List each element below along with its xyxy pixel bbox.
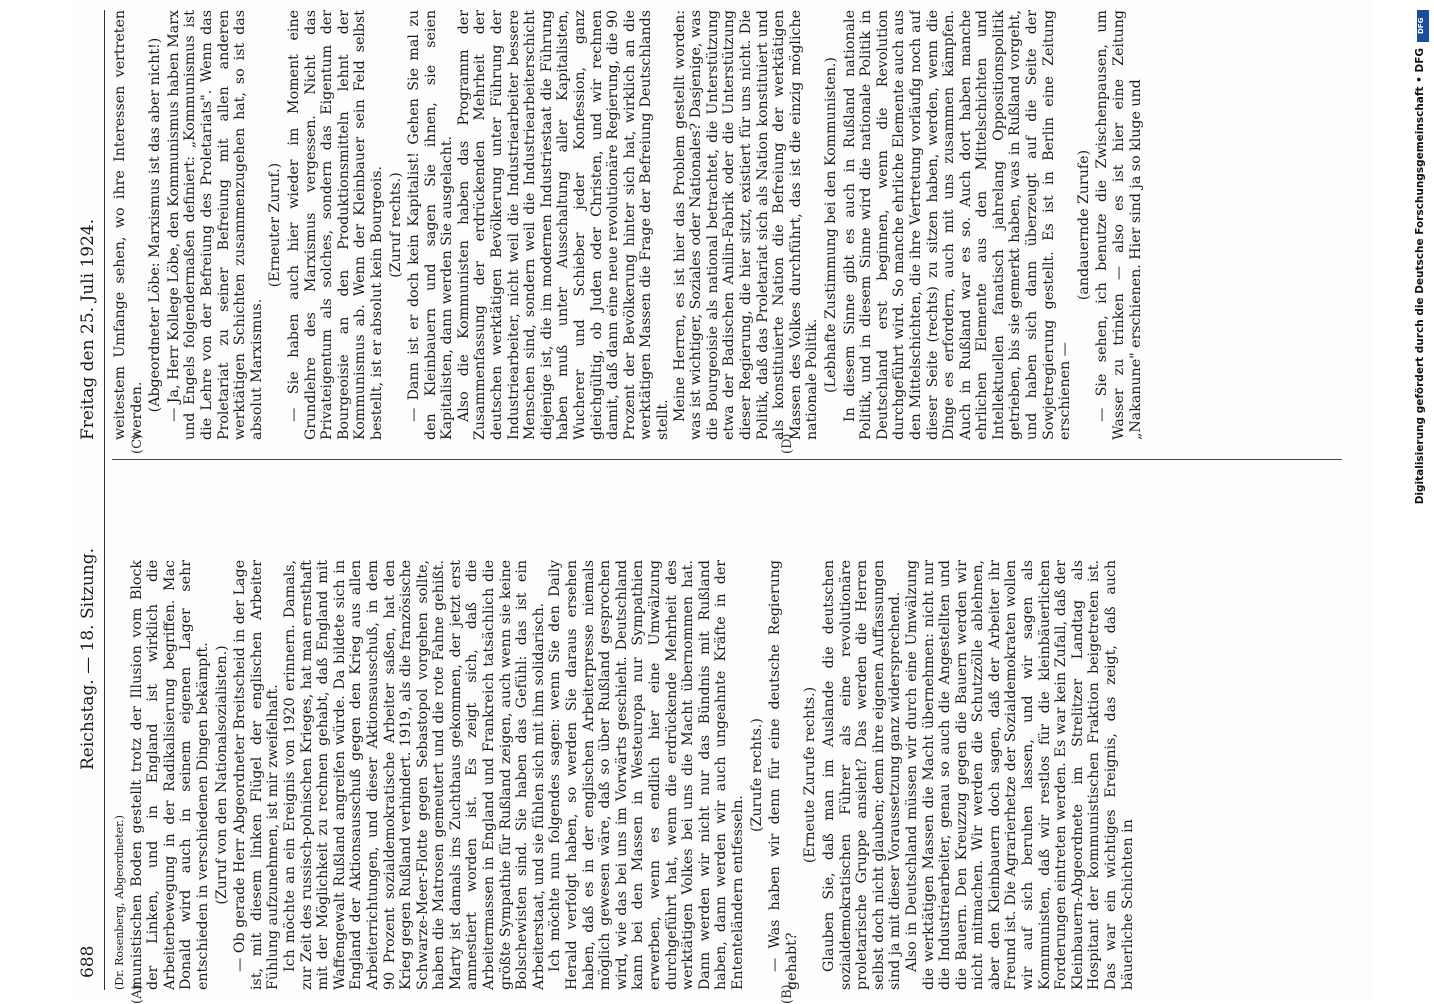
paragraph: — Sie haben auch hier wieder im Moment eine Grundlehre des Marxismus vergessen. Nicht das Privateigentum als solches, sondern das Eigentum der Bourgeoisie an den Produktionsmitteln lehnt der Kommunismus ab. Wenn der Kleinbauer sein Feld selbst bestellt, ist er absolut kein Bourgeois.: [285, 10, 385, 440]
interjection: (Zurufe rechts.): [748, 718, 765, 832]
page-header: [78, 0, 104, 1000]
paragraph: weitestem Umfange sehen, wo ihre Interessen vertreten werden.: [112, 10, 145, 440]
paragraph: Ich möchte an ein Ereignis von 1920 erinnern. Damals, zur Zeit des russisch-polnischen Krieges, hat man ernsthaft mit der Möglichkeit zu rechnen gehabt, daß England mit Waffengewalt Rußland angreifen würde. Da bildete sich in England der Aktionsausschuß gegen den Krieg aus allen Arbeiterrichtungen, und dieser Aktionsausschuß, in dem 90 Prozent sozialdemokratische Arbeiter saßen, hat den Krieg gegen Rußland verhindert. 1919, als die französische Schwarze-Meer-Flotte gegen Sebastopol vorgehen sollte, haben die Matrosen gemeutert und die rote Fahne gehißt. Marty ist damals ins Zuchthaus gekommen, der jetzt erst amnestiert worden ist. Es zeigt sich, daß die Arbeitermassen in England und Frankreich tatsächlich die größte Sympathie für Rußland zeigen, auch wenn sie keine Bolschewisten sind. Sie haben das Gefühl: das ist ein Arbeiterstaat, und sie fühlen sich mit ihm solidarisch.: [281, 560, 547, 990]
paragraph: — Sie sehen, ich benutze die Zwischenpausen, um Wasser zu trinken — also es ist hier eine Zeitung „Nakanune" erschienen. Hier sind ja so kluge und: [1094, 10, 1144, 440]
rotated-document-page: [72, 0, 1372, 1004]
margin-mark-a: (A): [130, 984, 145, 1004]
paragraph: Glauben Sie, daß man im Auslande die deutschen sozialdemokratischen Führer als eine revolutionäre proletarische Gruppe ansieht? Das werden die Herren selbst doch nicht glauben; denn ihre eigenen Auffassungen sind ja mit dieser Voraussetzung ganz widersprechend.: [820, 560, 904, 990]
paragraph: Also die Kommunisten haben das Programm der Zusammenfassung der erdrückenden Mehrheit der deutschen werktätigen Bevölkerung unter Führung der Industriearbeiter, nicht weil die Industriearbeiter bessere Menschen sind, sondern weil die Industriearbeiterschicht diejenige ist, die im modernen Industriestaat die Führung haben muß unter Ausschaltung aller Kapitalisten, Wucherer und Schieber jeder Konfession, ganz gleichgültig, ob Juden oder Christen, und wir rechnen damit, daß dann eine neue revolutionäre Regierung, die 90 Prozent der Bevölkerung hinter sich hat, wirklich an die werktätigen Massen die Frage der Befreiung Deutschlands stellt.: [455, 10, 671, 440]
dfg-logo: DFG: [1417, 10, 1429, 42]
interjection: (Lebhafte Zustimmung bei den Kommunisten.): [822, 57, 839, 393]
margin-mark-c: (C): [130, 433, 145, 454]
paragraph: — Was haben wir denn für eine deutsche Regierung gehabt?: [767, 560, 800, 990]
page-number: 688: [78, 945, 98, 978]
left-column: [112, 560, 1368, 990]
paragraph: — Ob gerade Herr Abgeordneter Breitscheid in der Lage ist, mit diesem linken Flügel der englischen Arbeiter Fühlung aufzunehmen, ist mir zweifelhaft.: [232, 560, 282, 990]
paragraph: In diesem Sinne gibt es auch in Rußland nationale Politik, und in diesem Sinne wird die nationale Politik in Deutschland erst beginnen, wenn die Revolution durchgeführt wird. So manche ehrliche Elemente auch aus den Mittelschichten, die ihre Vertretung vorläufig noch auf dieser Seite (rechts) zu sitzen haben, werden, wenn die Dinge es erfordern, auch mit uns zusammen kämpfen. Auch in Rußland war es so. Auch dort haben manche ehrlichen Elemente aus den Mittelschichten und Intellektuellen fanatisch jahrelang Oppositionspolitik getrieben, bis sie gemerkt haben, was in Rußland vorgeht, und haben sich dann überzeugt auf die Seite der Sowjetregierung gestellt. Es ist in Berlin eine Zeitung erschienen —: [841, 10, 1074, 440]
dfg-credit-strip: [1416, 8, 1430, 1002]
paragraph: Meine Herren, es ist hier das Problem gestellt worden: was ist wichtiger, Soziales oder Nationales? Dasjenige, was die Bourgeoisie als national betrachtet, die Unterstützung etwa der Badischen Anilin-Fabrik oder die Unterstützung dieser Regierung, die hier sitzt, existiert für uns nicht. Die Politik, daß das Proletariat sich als Nation konstituiert und als konstituierte Nation die Befreiung der werktätigen Massen des Volkes durchführt, das ist die einzig mögliche nationale Politik.: [671, 10, 821, 440]
paragraph: Ich möchte nun folgendes sagen: wenn Sie den Daily Herald verfolgt haben, so werden Sie daraus ersehen haben, daß es in der englischen Arbeiterpresse niemals möglich gewesen wäre, daß so über Rußland gesprochen wird, wie das bei uns im Vorwärts geschieht. Deutschland kann bei den Massen in Westeuropa nur Sympathien erwerben, wenn es endlich hier eine Umwälzung durchgeführt hat, wenn die erdrückende Mehrheit des werktätigen Volkes bei uns die Macht übernommen hat. Dann werden wir nicht nur das Bündnis mit Rußland haben, dann werden wir auch ungeahnte Kräfte in der Ententeländern entfesseln.: [547, 560, 746, 990]
column-divider: [112, 459, 1342, 460]
speaker-note: (Dr. Rosenberg, Abgeordneter.): [113, 815, 126, 990]
dfg-credit-text: Digitalisierung gefördert durch die Deutsche Forschungsgemeinschaft • DFG: [1414, 48, 1426, 505]
paragraph: munistischen Boden gestellt trotz der Illusion vom Block der Linken, und in England ist wirklich die Arbeiterbewegung in der Radikalisierung begriffen. Mac Donald wird auch in seinem eigenen Lager sehr entschieden in verschiedenen Dingen bekämpft.: [128, 560, 211, 990]
right-column: [112, 10, 1368, 440]
paragraph: — Dann ist er doch kein Kapitalist! Gehen Sie mal zu den Kleinbauern und sagen Sie ihnen, sie seien Kapitalisten, dann werden Sie ausgelacht.: [406, 10, 456, 440]
header-rule: [104, 10, 105, 990]
interjection: (Erneute Zurufe rechts.): [802, 686, 819, 864]
session-date: Freitag den 25. Juli 1924.: [78, 218, 98, 440]
margin-mark-d: (D): [780, 433, 795, 454]
interjection: (andauernde Zurufe): [1075, 149, 1092, 301]
paragraph: — Ja, Herr Kollege Löbe, den Kommunismus haben Marx und Engels folgendermaßen definiert: „Kommunismus ist die Lehre von der Befreiung des Proletariats". Wenn das Proletariat zu seiner Befreiung mit allen anderen werktätigen Schichten zusammenzugehen hat, so ist das absolut Marxismus.: [165, 10, 265, 440]
margin-mark-b: (B): [780, 984, 795, 1004]
interjection: (Zuruf von den Nationalsozialisten.): [213, 645, 230, 905]
interjection: (Erneuter Zuruf.): [267, 162, 284, 288]
interjection: (Zuruf rechts.): [387, 172, 404, 278]
interjection: (Abgeordneter Löbe: Marxismus ist das aber nicht!): [147, 37, 164, 413]
paragraph: Also in Deutschland müssen wir durch eine Umwälzung die werktätigen Massen die Macht übernehmen: nicht nur die Industriearbeiter, genau so auch die Angestellten und die Bauern. Den Kreuzzug gegen die Bauern werden wir nicht mitmachen. Wir werden die Schutzzölle ablehnen, aber den Kleinbauern doch sagen, daß der Arbeiter ihr Freund ist. Die Agrarierhetze der Sozialdemokraten wollen wir auf sich beruhen lassen, und wir sagen als Kommunisten, daß wir restlos für die kleinbäuerlichen Forderungen eintreten werden. Es war kein Zufall, daß der Kleinbauern-Abgeordnete im Strelitzer Landtag als Hospitant der kommunistischen Fraktion beigetreten ist. Das war ein wichtiges Ereignis, das zeigt, daß auch bäuerliche Schichten in: [903, 560, 1136, 990]
session-title: Reichstag. — 18. Sitzung.: [78, 547, 98, 770]
